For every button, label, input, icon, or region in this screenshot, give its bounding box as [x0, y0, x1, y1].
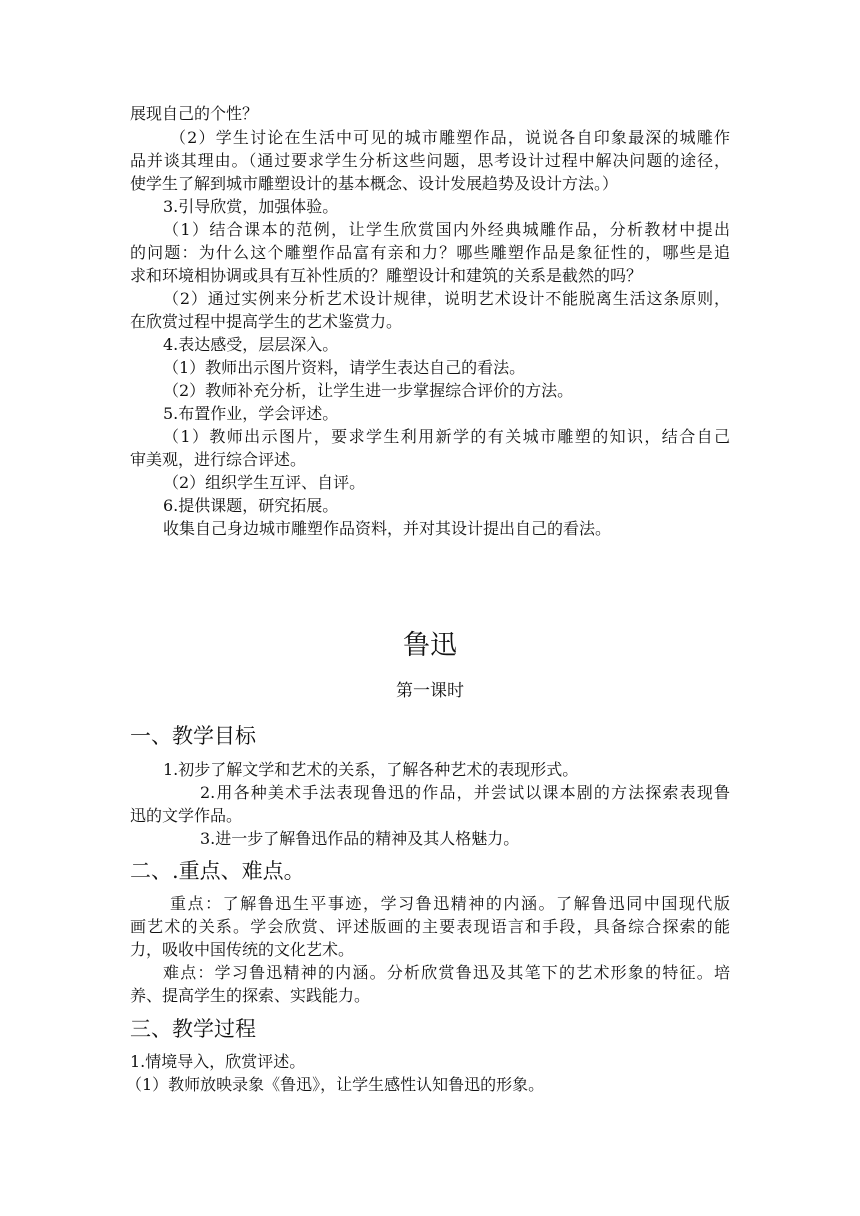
paragraph-line: 力，吸收中国传统的文化艺术。: [130, 940, 355, 959]
paragraph-line: 品并谈其理由。（通过要求学生分析这些问题，思考设计过程中解决问题的途径，: [130, 151, 730, 170]
paragraph-line: （1）教师放映录象《鲁迅》，让学生感性认知鲁迅的形象。: [126, 1075, 545, 1094]
paragraph-line: 3.引导欣赏，加强体验。: [163, 197, 339, 216]
paragraph-line: （2）通过实例来分析艺术设计规律，说明艺术设计不能脱离生活这条原则，: [163, 289, 730, 308]
paragraph-line: 3.进一步了解鲁迅作品的精神及其人格魅力。: [200, 829, 520, 848]
paragraph-line: 使学生了解到城市雕塑设计的基本概念、设计发展趋势及设计方法。）: [130, 174, 619, 193]
paragraph-line: （1）结合课本的范例，让学生欣赏国内外经典城雕作品，分析教材中提出: [163, 220, 730, 239]
paragraph-line: 求和环境相协调或具有互补性质的？雕塑设计和建筑的关系是截然的吗？: [130, 266, 643, 285]
paragraph-line: 画艺术的关系。学会欣赏、评述版画的主要表现语言和手段，具备综合探索的能: [130, 917, 730, 936]
paragraph-line: （1）教师出示图片，要求学生利用新学的有关城市雕塑的知识，结合自己: [163, 427, 730, 446]
paragraph-line: 的问题：为什么这个雕塑作品富有亲和力？哪些雕塑作品是象征性的，哪些是追: [130, 243, 730, 262]
paragraph-line: 审美观，进行综合评述。: [130, 450, 307, 469]
paragraph-line: 4.表达感受，层层深入。: [163, 335, 339, 354]
paragraph-line: （2）教师补充分析，让学生进一步掌握综合评价的方法。: [163, 381, 574, 400]
lesson-subtitle: 第一课时: [396, 681, 464, 701]
paragraph-line: 6.提供课题，研究拓展。: [163, 496, 339, 515]
paragraph-line: （2）学生讨论在生活中可见的城市雕塑作品，说说各自印象最深的城雕作: [170, 128, 730, 147]
paragraph-line: 2.用各种美术手法表现鲁迅的作品，并尝试以课本剧的方法探索表现鲁: [200, 783, 730, 802]
section-heading-key-points: 二、.重点、难点。: [130, 859, 305, 883]
paragraph-line: （2）组织学生互评、自评。: [163, 473, 366, 492]
paragraph-line: 在欣赏过程中提高学生的艺术鉴赏力。: [130, 312, 403, 331]
paragraph-line: 迅的文学作品。: [130, 806, 243, 825]
paragraph-line: 收集自己身边城市雕塑作品资料，并对其设计提出自己的看法。: [163, 519, 612, 538]
paragraph-line: （1）教师出示图片资料，请学生表达自己的看法。: [163, 358, 526, 377]
paragraph-line: 5.布置作业，学会评述。: [163, 404, 339, 423]
section-heading-objectives: 一、教学目标: [130, 724, 256, 748]
paragraph-line: 展现自己的个性？: [130, 104, 259, 123]
lesson-title: 鲁迅: [403, 630, 457, 661]
paragraph-line: 1.初步了解文学和艺术的关系，了解各种艺术的表现形式。: [163, 760, 579, 779]
paragraph-line: 难点：学习鲁迅精神的内涵。分析欣赏鲁迅及其笔下的艺术形象的特征。培: [163, 963, 730, 982]
paragraph-line: 重点：了解鲁迅生平事迹，学习鲁迅精神的内涵。了解鲁迅同中国现代版: [170, 894, 730, 913]
section-heading-process: 三、教学过程: [130, 1017, 256, 1041]
paragraph-line: 养、提高学生的探索、实践能力。: [130, 986, 371, 1005]
paragraph-line: 1.情境导入，欣赏评述。: [130, 1052, 306, 1071]
